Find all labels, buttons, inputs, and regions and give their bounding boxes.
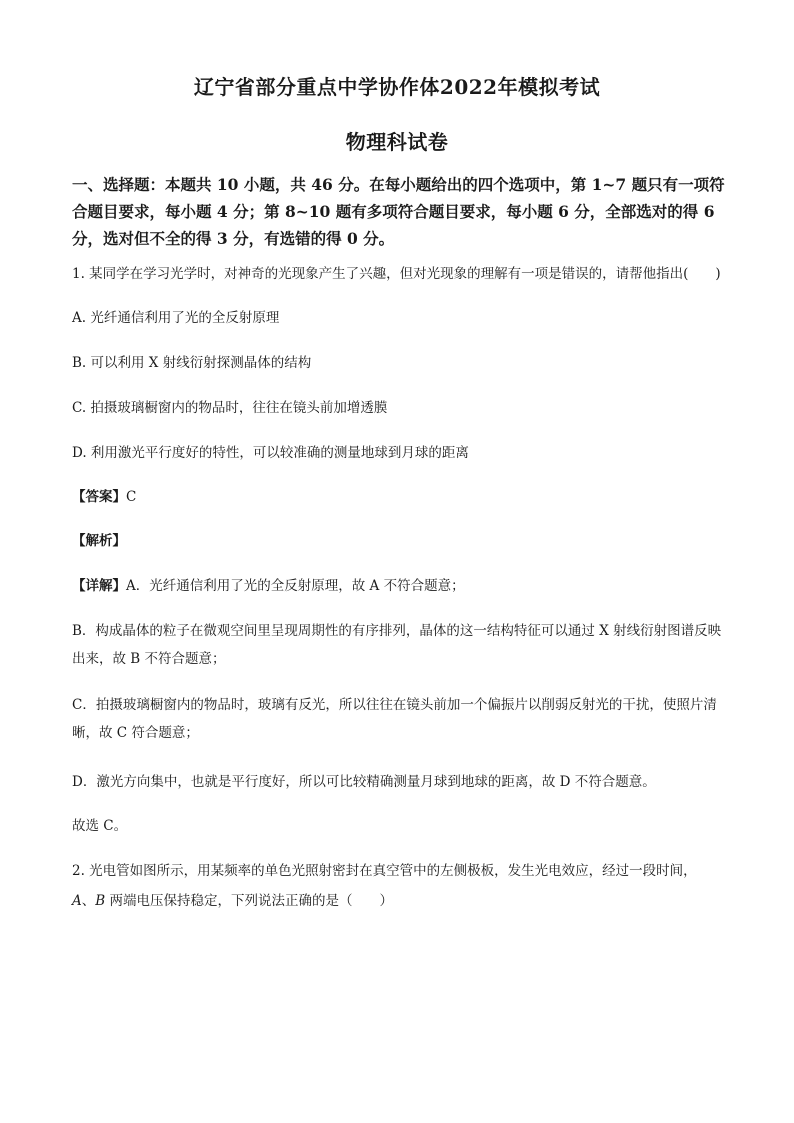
detail-a-text: A．光纤通信利用了光的全反射原理，故 A 不符合题意； [126, 578, 465, 594]
variable-a: A [72, 893, 82, 909]
question-2-stem-rest: 两端电压保持稳定，下列说法正确的是（ ） [105, 893, 393, 909]
analysis-tag [72, 530, 732, 552]
conclusion-text: 故选 C。 [72, 818, 128, 834]
detail-line-a [72, 575, 732, 597]
question-1-option-b: B. 可以利用 X 射线衍射探测晶体的结构 [72, 355, 312, 371]
answer-tag: 【答案】 [72, 489, 126, 505]
section-heading: 一、选择题：本题共 10 小题，共 46 分。在每小题给出的四个选项中，第 1~7 题只有一项符合题目要求，每小题 4 分；第 8~10 题有多项符合题目要求，每小题 6 分，全部选对的得 6 分，选对但不全的得 3 分，有选错的得 0 分。 [72, 175, 725, 248]
answer-value: C [126, 489, 137, 505]
question-1-option-a: A. 光纤通信利用了光的全反射原理 [72, 310, 280, 326]
question-1-option-d: D. 利用激光平行度好的特性，可以较准确的测量地球到月球的距离 [72, 445, 469, 461]
detail-tag: 【详解】 [72, 578, 126, 594]
detail-c-text: C．拍摄玻璃橱窗内的物品时，玻璃有反光，所以往往在镜头前加一个偏振片以削弱反射光的干扰，使照片清晰，故 C 符合题意； [72, 697, 717, 741]
question-2-stem-line2 [72, 890, 732, 912]
exam-subtitle: 物理科试卷 [345, 130, 449, 154]
detail-d-text: D．激光方向集中，也就是平行度好，所以可比较精确测量月球到地球的距离，故 D 不符合题意。 [72, 774, 656, 790]
exam-title: 辽宁省部分重点中学协作体2022年模拟考试 [193, 75, 601, 99]
answer-line [72, 486, 732, 508]
analysis-label: 【解析】 [72, 533, 126, 549]
detail-b-text: B．构成晶体的粒子在微观空间里呈现周期性的有序排列，晶体的这一结构特征可以通过 X 射线衍射图谱反映出来，故 B 不符合题意； [72, 623, 722, 667]
separator: 、 [81, 893, 96, 909]
question-1-option-c: C. 拍摄玻璃橱窗内的物品时，往往在镜头前加增透膜 [72, 400, 388, 416]
question-2-stem-line1: 2. 光电管如图所示，用某频率的单色光照射密封在真空管中的左侧极板，发生光电效应，经过一段时间， [72, 863, 697, 879]
variable-b: B [95, 893, 106, 909]
question-1-stem: 1. 某同学在学习光学时，对神奇的光现象产生了兴趣，但对光现象的理解有一项是错误的，请帮他指出( ) [72, 266, 721, 282]
